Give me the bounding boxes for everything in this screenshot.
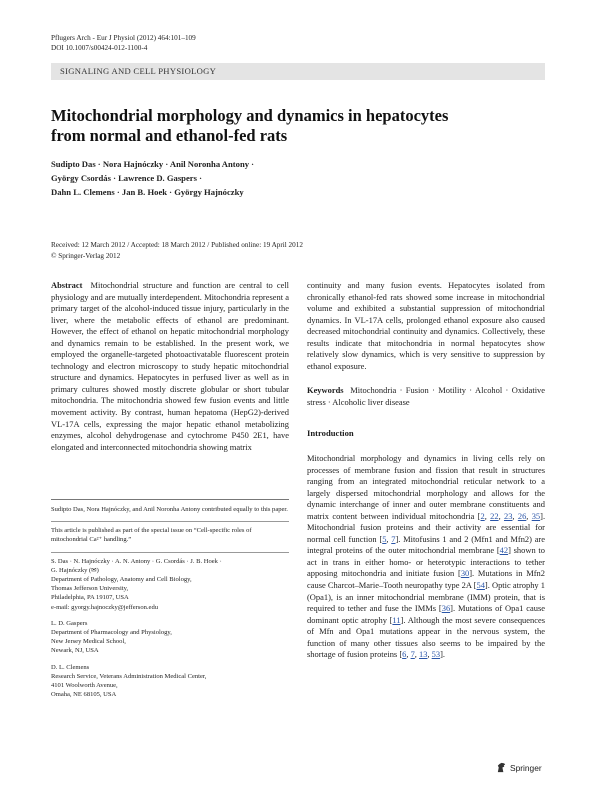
citation-link[interactable]: 7 — [410, 649, 415, 660]
journal-header — [51, 33, 196, 53]
note-separator — [51, 521, 289, 522]
citation-link[interactable]: 11 — [392, 614, 401, 625]
affiliation-va: D. L. Clemens Research Service, Veterans Administration Medical Center, 4101 Woolworth Avenue, Omaha, NE 68105, USA — [51, 663, 207, 699]
note-separator — [51, 552, 289, 553]
keywords-label: Keywords — [307, 385, 344, 396]
keywords — [307, 385, 545, 408]
introduction-text: Mitochondrial morphology and dynamics in living cells rely on processes of membrane fusion and fission that result in structures ranging from an integrated mitochondrial reticular network to a largely dispersed mitochondrial morphology and allows for the dynamic interchange of inner and outer membrane constituents and matrix content between individual mitochondria [2, 22, 23, 26, 35]. Mitochondrial fusion proteins and their activity are essential for normal cell function [5, 7]. Mitofusins 1 and 2 (Mfn1 and Mfn2) are integral proteins of the outer mitochondrial membrane [42] shown to act in trans in either homo- or heterotypic interactions to tether apposing mitochondria and initiate fusion [30]. Mutations in Mfn2 cause Charcot–Marie–Tooth neuropathy type 2A [54]. Optic atrophy 1 (Opa1), is an inner mitochondrial membrane (IMM) protein, that is required to tether and fuse the IMMs [36]. Mutations of Opa1 cause dominant optic atrophy [11]. Although the most severe consequences of Mfn and Opa1 mutations appear in the nervous system, the function of many other tissues also seems to be impaired by the shortage of fusion proteins [6, 7, 13, 53]. — [307, 453, 546, 660]
citation-link[interactable]: 6 — [402, 649, 407, 660]
citation-link[interactable]: 54 — [476, 580, 485, 591]
citation-link[interactable]: 7 — [391, 533, 396, 544]
citation-link[interactable]: 26 — [517, 510, 527, 521]
citation-link[interactable]: 13 — [419, 649, 428, 660]
author-list: Sudipto Das · Nora Hajnóczky · Anil Noronha Antony · György Csordás · Lawrence D. Gaspers · Dahn L. Clemens · Jan B. Hoek · György Hajnóczky — [51, 159, 255, 197]
special-issue-note: This article is published as part of the special issue on “Cell-specific roles of mitochondrial Ca²⁺ handling.” — [51, 527, 252, 544]
corresponding-email[interactable]: e-mail: gyorgy.hajnoczky@jefferson.edu — [51, 603, 158, 611]
publisher-logo — [496, 762, 542, 773]
abstract-continued: continuity and many fusion events. Hepatocytes isolated from chronically ethanol-fed rats showed some increase in mitochondrial volume and exhibited a substantial suppression of mitochondrial dynamics. In VL-17A cells, prolonged ethanol exposure also caused decreased mitochondrial continuity and dynamics. Collectively, these results indicate that mitochondria in normal hepatocytes show relatively slow dynamics, which is very sensitive to suppression by ethanol exposure. — [307, 280, 545, 371]
article-notes — [51, 505, 289, 706]
copyright: © Springer-Verlag 2012 — [51, 251, 121, 260]
citation-link[interactable]: 22 — [490, 510, 499, 521]
citation-link[interactable]: 53 — [431, 649, 441, 660]
equal-contribution-note: Sudipto Das, Nora Hajnóczky, and Anil Noronha Antony contributed equally to this paper. — [51, 506, 288, 513]
citation-link[interactable]: 30 — [460, 568, 470, 579]
section-banner: SIGNALING AND CELL PHYSIOLOGY — [51, 63, 545, 80]
article-title: Mitochondrial morphology and dynamics in hepatocytes from normal and ethanol-fed rats — [51, 106, 449, 145]
citation-link[interactable]: 23 — [503, 510, 513, 521]
abstract-column-left — [51, 280, 289, 453]
citation-link[interactable]: 35 — [531, 510, 541, 521]
citation-link[interactable]: 42 — [499, 545, 509, 556]
publisher-name: Springer — [510, 762, 542, 773]
journal-citation: Pflugers Arch - Eur J Physiol (2012) 464:101–109 — [51, 34, 196, 42]
citation-link[interactable]: 2 — [480, 510, 485, 521]
citation-link[interactable]: 5 — [382, 533, 387, 544]
abstract-text: Mitochondrial structure and function are central to cell physiology and are mutually interdependent. Mitochondria represent a primary target of the alcohol-induced tissue injury, particularly in the liver, where the metabolic effects of ethanol are predominant. However, the effect of ethanol on hepatic mitochondrial morphology and dynamics remain to be established. In the present work, we employed the organelle-targeted photoactivatable fluorescent protein technology and electron microscopy to study hepatic mitochondrial structure and dynamics. Hepatocytes in perfused liver as well as in primary cultures showed mostly discrete globular or short tubular mitochondria. The mitochondria showed few fusion events and little movement activity. By contrast, human hepatoma (HepG2)-derived VL-17A cells, expressing the major hepatic ethanol metabolizing enzymes, alcohol dehydrogenase and cytochrome P450 2E1, have elongated and interconnected mitochondria showing matrix — [51, 280, 290, 452]
affiliation-jefferson: S. Das · N. Hajnóczky · A. N. Antony · G. Csordás · J. B. Hoek · G. Hajnóczky (✉) Department of Pathology, Anatomy and Cell Biology, Thomas Jefferson University, Philadelphia, PA 19107, USA e-mail: gyorgy.hajnoczky@jefferson.edu — [51, 557, 289, 612]
introduction-heading: Introduction — [307, 428, 354, 439]
abstract-label: Abstract — [51, 280, 83, 290]
abstract — [51, 280, 289, 453]
right-column — [307, 280, 545, 661]
springer-horse-icon — [496, 762, 507, 773]
citation-link[interactable]: 36 — [441, 603, 451, 614]
affiliation-njms: L. D. Gaspers Department of Pharmacology and Physiology, New Jersey Medical School, Newark, NJ, USA — [51, 619, 172, 655]
keywords-text: Mitochondria · Fusion · Motility · Alcohol · Oxidative stress · Alcoholic liver disease — [307, 385, 546, 407]
footnote-divider — [51, 499, 289, 500]
doi[interactable]: DOI 10.1007/s00424-012-1100-4 — [51, 44, 148, 52]
publication-dates: Received: 12 March 2012 / Accepted: 18 March 2012 / Published online: 19 April 2012 © Springer-Verlag 2012 — [51, 241, 303, 260]
